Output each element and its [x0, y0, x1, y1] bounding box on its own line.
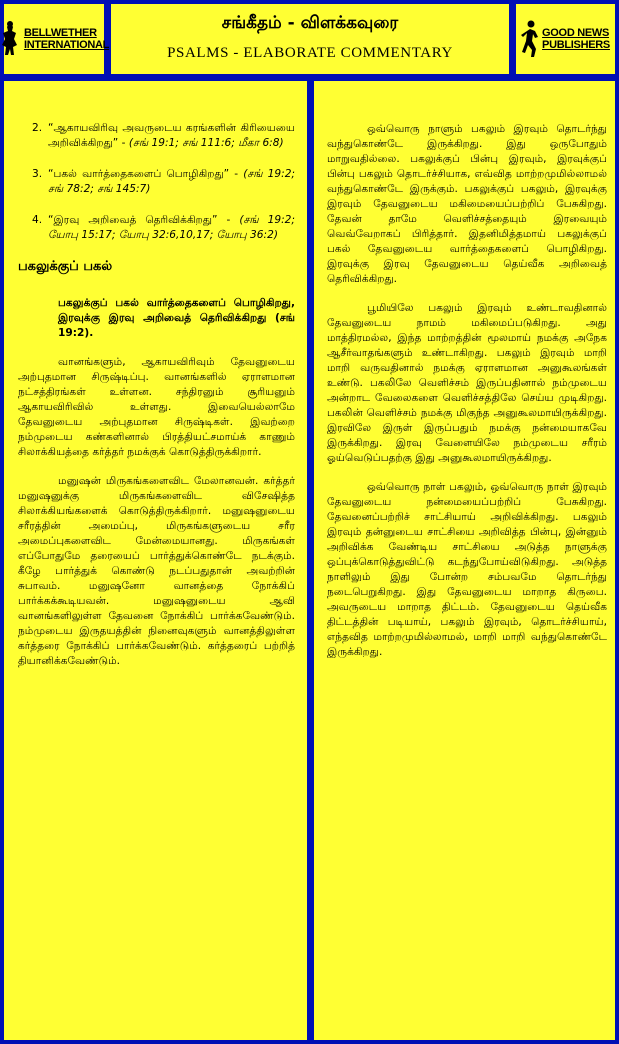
left-logo-line2: INTERNATIONAL — [23, 39, 110, 51]
list-item-reference: (சங் 19:1; சங் 111:6; மீகா 6:8) — [128, 137, 284, 149]
title-tamil: சங்கீதம் - விளக்கவுரை — [221, 13, 399, 33]
right-logo-line2: PUBLISHERS — [542, 39, 610, 51]
right-column — [314, 81, 615, 1040]
sub-heading: பகலுக்குப் பகல் வார்த்தைகளைப் பொழிகிறது, இரவுக்கு இரவு அறிவைத் தெரிவிக்கிறது (சங் 19:2). — [58, 297, 295, 339]
list-item — [18, 167, 295, 197]
left-logo-line1: BELLWETHER — [23, 27, 97, 39]
bellwether-logo — [4, 4, 110, 74]
good-news-logo — [516, 4, 615, 74]
paragraph: ஒவ்வொரு நாள் பகலும், ஒவ்வொரு நாள் இரவும் தேவனுடைய நன்மையைப்பற்றிப் பேசுகிறது. தேவனைப்பற்றிச் சாட்சியாய் அறிவிக்கிறது. பகலும் இரவும் தன்னுடைய சாட்சியை அறிவித்த பின்பு, இன்னும் அறிவிக்க வேண்டிய சாட்சியை அடுத்த நாளுக்கு ஒப்புக்கொடுத்துவிட்டு கடந்துபோய்விடுகிறது. அடுத்த நாளிலும் இது போன்ற சம்பவமே தொடர்ந்து நடைபெறுகிறது. இது தேவனுடைய மாறாத கிருபை. அவருடைய மாறாத திட்டம். தேவனுடைய தெய்வீக திட்டத்தின் படியாய், பகலும் இரவும், தொடர்ச்சியாய், எந்தவித மாற்றமுமில்லாமல், மாறி மாறி வந்துகொண்டே இருக்கிறது. — [327, 481, 607, 658]
list-number: 3. — [32, 168, 43, 180]
numbered-list — [18, 121, 295, 243]
header-title-box — [111, 4, 509, 74]
paragraph: ஒவ்வொரு நாளும் பகலும் இரவும் தொடர்ந்து வந்துகொண்டே இருக்கிறது. இது ஒருபோதும் மாறுவதில்லை. பகலுக்குப் பின்பு இரவும், இரவுக்குப் பின்பு பகலும் தொடர்ச்சியாக, எவ்வித மாற்றமுமில்லாமல் வந்துகொண்டே இருக்கும். பகலுக்குப் பகலும், இரவுக்கு இரவும் தேவனுடைய மகிமையைப்பற்றிப் பேசுகிறது. தேவன் தாமே வெளிச்சத்தையும் இரவையும் வெவ்வேறாகப் பிரித்தார். இதனிமித்தமாய் பகலுக்குப் பகல் தேவனுடைய வார்த்தைகளைப் பொழிகிறது. இரவுக்கு இரவு தேவனுடைய தெய்வீக அறிவைத் தெரிவிக்கிறது. — [327, 123, 607, 285]
left-column — [4, 81, 307, 1040]
paragraph: வானங்களும், ஆகாயவிரிவும் தேவனுடைய அற்புதமான சிருஷ்டிப்பு. வானங்களில் ஏராளமான நட்சத்திரங்கள் உள்ளன. சந்திரனும் சூரியனும் ஆகாயவிரிவில் உள்ளது. இவையெல்லாமே தேவனுடைய அற்புதமான சிருஷ்டிகள். இவற்றை நம்முடைய கண்களினால் பிரத்தியட்சமாய்க் காணும் சிலாக்கியத்தை கர்த்தர் நமக்குக் கொடுத்திருக்கிறார். — [18, 356, 295, 458]
paragraph: பூமியிலே பகலும் இரவும் உண்டாவதினால் தேவனுடைய நாமம் மகிமைப்படுகிறது. அது மாத்திரமல்ல, இந்த மாற்றத்தின் மூலமாய் நமக்கு அநேக ஆசீர்வாதங்களும் உண்டாகிறது. பகலும் இரவும் மாறி மாறி வருவதினால் நமக்கு ஏராளமான அனுகூலங்கள் உண்டு. பகலிலே வெளிச்சம் இருப்பதினால் நம்முடைய அன்றாட வேலைகளை வெளிச்சத்திலே செய்ய முடிகிறது. பகலின் வெளிச்சம் நமக்கு மிகுந்த அனுகூலமாயிருக்கிறது. இரவிலே இருள் இருப்பதும் நமக்கு நன்மையாகவே இருக்கிறது. இரவு வேளையிலே நம்முடைய சரீரம் ஓய்வெடுப்பதற்கு இது அனுகூலமாயிருக்கிறது. — [327, 302, 607, 464]
right-logo-line1: GOOD NEWS — [542, 27, 610, 39]
list-number: 2. — [32, 122, 43, 134]
list-item-text: “இரவு அறிவைத் தெரிவிக்கிறது” - — [48, 214, 231, 226]
list-item — [18, 121, 295, 151]
section-title: பகலுக்குப் பகல் — [18, 259, 113, 274]
list-item-reference: (சங் 19:2; சங் 78:2; சங் 145:7) — [48, 168, 295, 195]
good-news-runner-icon — [521, 19, 539, 59]
list-item-text: “ஆகாயவிரிவு அவருடைய கரங்களின் கிரியையை அறிவிக்கிறது” - — [48, 122, 295, 149]
bellwether-sheep-icon — [0, 19, 21, 59]
title-english: PSALMS - ELABORATE COMMENTARY — [167, 45, 453, 61]
list-item-reference: (சங் 19:2; யோபு 15:17; யோபு 32:6,10,17; யோபு 36:2) — [48, 214, 295, 241]
paragraph: மனுஷன் மிருகங்களைவிட மேலானவன். கர்த்தர் மனுஷனுக்கு மிருகங்களைவிட விசேஷித்த சிலாக்கியங்களைக் கொடுத்திருக்கிறார். மனுஷனுடைய சரீரத்தின் அமைப்பு, மிருகங்களுடைய சரீர அமைப்புகளைவிட மேன்மையானது. மிருகங்கள் எப்போதுமே தரையைப் பார்த்துக்கொண்டே நடக்கும். கீழே பார்த்துக் கொண்டு நடப்பதுதான் அவற்றின் சுபாவம். மனுஷனோ வானத்தை நோக்கிப் பார்க்கக்கூடியவன். மனுஷனுடைய ஆவி வானங்களிலுள்ள தேவனை நோக்கிப் பார்க்கவேண்டும். நம்முடைய இருதயத்தின் நினைவுகளும் வானத்திலுள்ள கர்த்தரை நோக்கிப் பார்க்கவேண்டும். கர்த்தரைப் பற்றித் தியானிக்கவேண்டும். — [18, 475, 295, 667]
list-number: 4. — [32, 214, 43, 226]
list-item-text: “பகல் வார்த்தைகளைப் பொழிகிறது” - — [48, 168, 239, 180]
list-item — [18, 213, 295, 243]
